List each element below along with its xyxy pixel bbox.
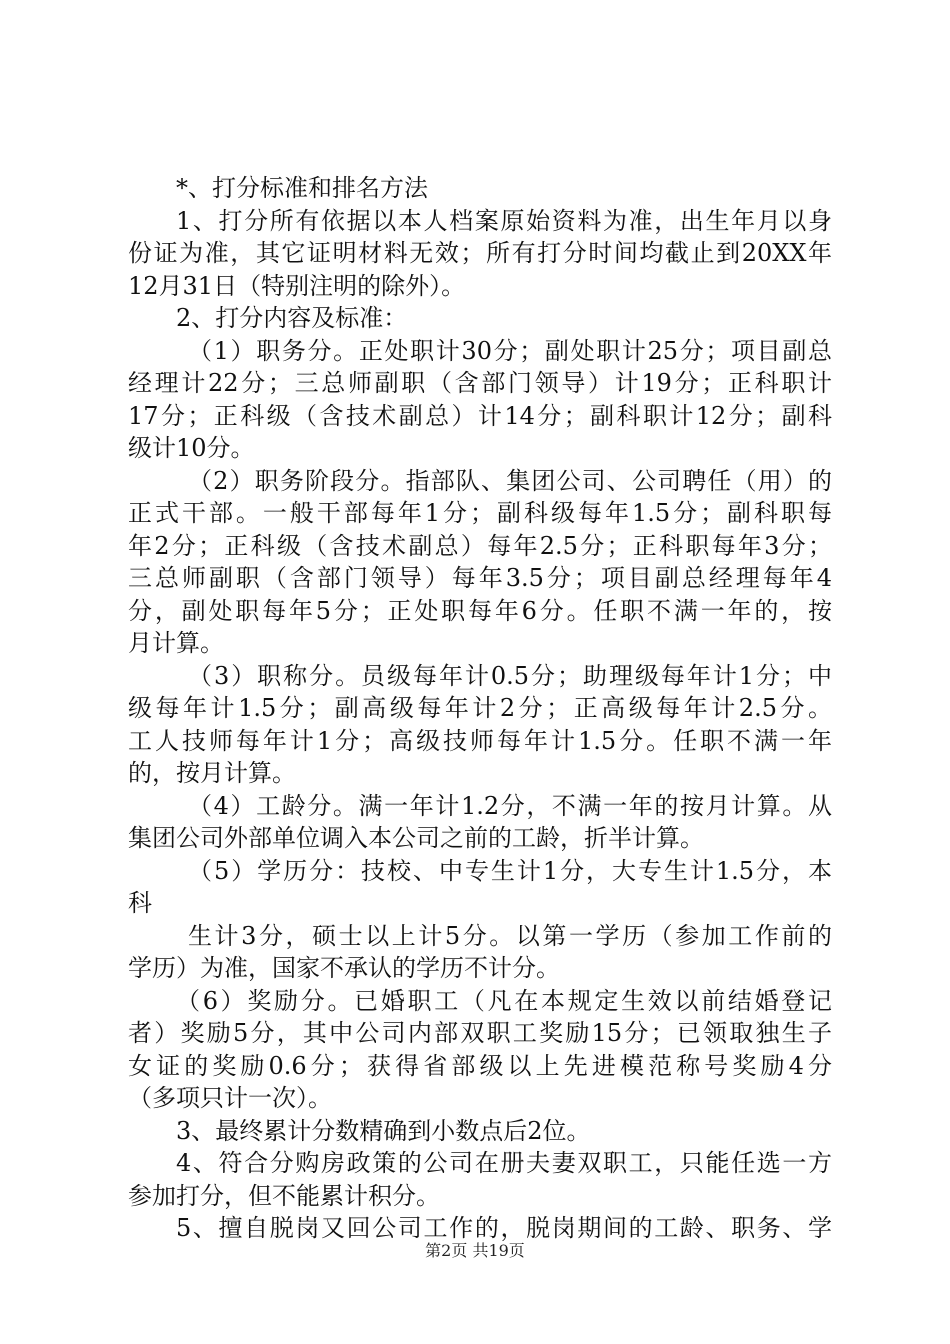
text-line: 三总师副职（含部门领导）每年3.5分；项目副总经理每年4 xyxy=(128,564,832,592)
text-line: （4）工龄分。满一年计1.2分，不满一年的按月计算。从 xyxy=(188,791,832,820)
text-line: 12月31日（特别注明的除外）。 xyxy=(128,271,466,300)
text-line: 级计10分。 xyxy=(128,434,255,462)
text-line: 2、打分内容及标准： xyxy=(176,304,408,332)
text-line: 3、最终累计分数精确到小数点后2位。 xyxy=(176,1116,591,1145)
text-line: 4、符合分购房政策的公司在册夫妻双职工，只能任选一方 xyxy=(176,1149,832,1177)
text-line: 份证为准，其它证明材料无效；所有打分时间均截止到20XX年 xyxy=(128,239,832,267)
page-number-label: 第2页 共19页 xyxy=(425,1241,525,1260)
text-line: 集团公司外部单位调入本公司之前的工龄，折半计算。 xyxy=(128,824,704,852)
text-line: 科 xyxy=(128,889,152,917)
text-line: 分，副处职每年5分；正处职每年6分。任职不满一年的，按 xyxy=(128,596,832,625)
text-line: 的，按月计算。 xyxy=(128,759,296,787)
text-line: 级每年计1.5分；副高级每年计2分；正高级每年计2.5分。 xyxy=(128,694,832,722)
text-line: 5、擅自脱岗又回公司工作的，脱岗期间的工龄、职务、学 xyxy=(176,1214,832,1242)
text-line: 年2分；正科级（含技术副总）每年2.5分；正科职每年3分； xyxy=(128,531,832,560)
document-body xyxy=(128,172,832,1245)
page-footer xyxy=(0,1241,950,1261)
text-line: 参加打分，但不能累计积分。 xyxy=(128,1181,440,1210)
text-line: 17分；正科级（含技术副总）计14分；副科职计12分；副科 xyxy=(128,401,832,430)
text-line: 女证的奖励0.6分；获得省部级以上先进模范称号奖励4分 xyxy=(128,1051,832,1080)
text-line: （多项只计一次）。 xyxy=(128,1084,332,1112)
text-line: （1）职务分。正处职计30分；副处职计25分；项目副总 xyxy=(188,336,832,365)
text-line: （3）职称分。员级每年计0.5分；助理级每年计1分；中 xyxy=(188,661,832,690)
text-line: 1、打分所有依据以本人档案原始资料为准，出生年月以身 xyxy=(176,206,832,235)
text-line: 月计算。 xyxy=(128,629,224,657)
text-line: 工人技师每年计1分；高级技师每年计1.5分。任职不满一年 xyxy=(128,726,832,755)
text-line: *、打分标准和排名方法 xyxy=(176,174,428,202)
text-line: 者）奖励5分，其中公司内部双职工奖励15分；已领取独生子 xyxy=(128,1019,832,1047)
text-line: 生计3分，硕士以上计5分。以第一学历（参加工作前的 xyxy=(188,921,832,950)
text-line: 正式干部。一般干部每年1分；副科级每年1.5分；副科职每 xyxy=(128,499,832,527)
text-line: （5）学历分：技校、中专生计1分，大专生计1.5分，本 xyxy=(188,856,832,885)
text-line: （6）奖励分。已婚职工（凡在本规定生效以前结婚登记 xyxy=(176,986,832,1015)
text-line: 经理计22分；三总师副职（含部门领导）计19分；正科职计 xyxy=(128,369,832,397)
text-line: （2）职务阶段分。指部队、集团公司、公司聘任（用）的 xyxy=(188,466,832,495)
text-line: 学历）为准，国家不承认的学历不计分。 xyxy=(128,954,560,982)
